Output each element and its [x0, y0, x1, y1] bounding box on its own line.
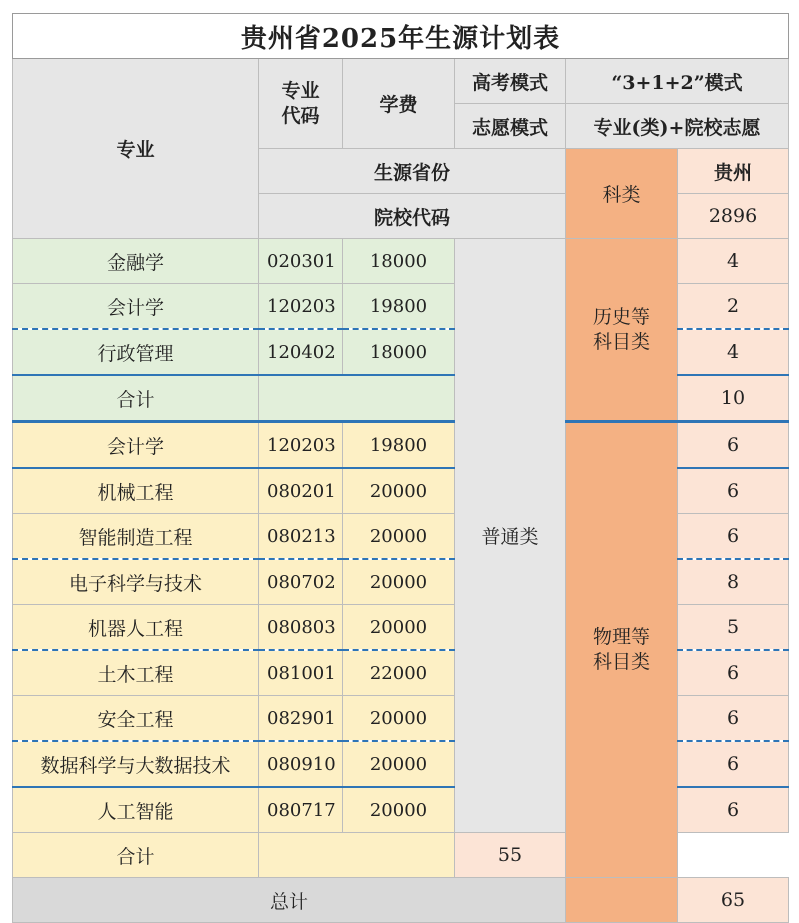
physics-subject-cell: [566, 422, 678, 878]
school-code-label: 院校代码: [259, 194, 566, 239]
grand-total-value: 65: [678, 878, 789, 923]
physics-fee: 20000: [343, 468, 455, 514]
category-cell: 普通类: [455, 239, 566, 833]
history-major: 行政管理: [13, 329, 259, 375]
physics-subtotal: 55: [455, 833, 566, 878]
physics-code: 082901: [259, 696, 343, 742]
history-count: 2: [678, 284, 789, 330]
table-title: 贵州省2025年生源计划表: [13, 14, 789, 59]
history-count: 4: [678, 239, 789, 284]
physics-subtotal-label: 合计: [13, 833, 259, 878]
physics-fee: 20000: [343, 696, 455, 742]
history-code: 120203: [259, 284, 343, 330]
physics-code: 080213: [259, 514, 343, 560]
physics-count: 5: [678, 605, 789, 651]
history-fee: 18000: [343, 329, 455, 375]
physics-count: 6: [678, 422, 789, 469]
physics-major: 电子科学与技术: [13, 559, 259, 605]
school-code-value: 2896: [678, 194, 789, 239]
history-subtotal-label: 合计: [13, 375, 259, 422]
volunteer-mode-label: 志愿模式: [455, 104, 566, 149]
physics-code: 081001: [259, 650, 343, 696]
physics-count: 6: [678, 650, 789, 696]
major-code-header: 专业代码: [259, 59, 343, 149]
exam-mode-label: 高考模式: [455, 59, 566, 104]
physics-major: 智能制造工程: [13, 514, 259, 560]
history-subject-cell: [566, 239, 678, 422]
province-value: 贵州: [678, 149, 789, 194]
physics-fee: 22000: [343, 650, 455, 696]
subject-label: 科类: [566, 149, 678, 239]
physics-count: 6: [678, 787, 789, 833]
physics-fee: 20000: [343, 559, 455, 605]
history-major: 会计学: [13, 284, 259, 330]
physics-code: 080803: [259, 605, 343, 651]
physics-code: 080702: [259, 559, 343, 605]
history-subtotal-blank: [259, 375, 455, 422]
physics-major: 安全工程: [13, 696, 259, 742]
physics-code: 080201: [259, 468, 343, 514]
history-code: 120402: [259, 329, 343, 375]
physics-major: 人工智能: [13, 787, 259, 833]
physics-major: 机器人工程: [13, 605, 259, 651]
physics-major: 机械工程: [13, 468, 259, 514]
fee-header: 学费: [343, 59, 455, 149]
physics-count: 6: [678, 514, 789, 560]
physics-major: 数据科学与大数据技术: [13, 741, 259, 787]
history-subtotal: 10: [678, 375, 789, 422]
history-code: 020301: [259, 239, 343, 284]
major-header: 专业: [13, 59, 259, 239]
province-label: 生源省份: [259, 149, 566, 194]
physics-fee: 20000: [343, 741, 455, 787]
history-subject-text: 历史等科目类: [592, 305, 650, 353]
physics-count: 6: [678, 468, 789, 514]
physics-count: 8: [678, 559, 789, 605]
history-fee: 18000: [343, 239, 455, 284]
grand-total-label: 总计: [13, 878, 566, 923]
exam-mode-value: “3+1+2”模式: [566, 59, 789, 104]
grand-total-subject-blank: [566, 878, 678, 923]
physics-code: 080717: [259, 787, 343, 833]
physics-code: 120203: [259, 422, 343, 469]
physics-major: 会计学: [13, 422, 259, 469]
history-count: 4: [678, 329, 789, 375]
physics-fee: 20000: [343, 605, 455, 651]
physics-count: 6: [678, 696, 789, 742]
physics-count: 6: [678, 741, 789, 787]
physics-major: 土木工程: [13, 650, 259, 696]
history-major: 金融学: [13, 239, 259, 284]
volunteer-mode-value: 专业(类)+院校志愿: [566, 104, 789, 149]
physics-fee: 20000: [343, 514, 455, 560]
physics-fee: 20000: [343, 787, 455, 833]
physics-subtotal-blank: [259, 833, 455, 878]
physics-code: 080910: [259, 741, 343, 787]
enrollment-plan-table: [12, 13, 789, 923]
history-fee: 19800: [343, 284, 455, 330]
physics-fee: 19800: [343, 422, 455, 469]
physics-subject-text: 物理等科目类: [592, 626, 650, 673]
